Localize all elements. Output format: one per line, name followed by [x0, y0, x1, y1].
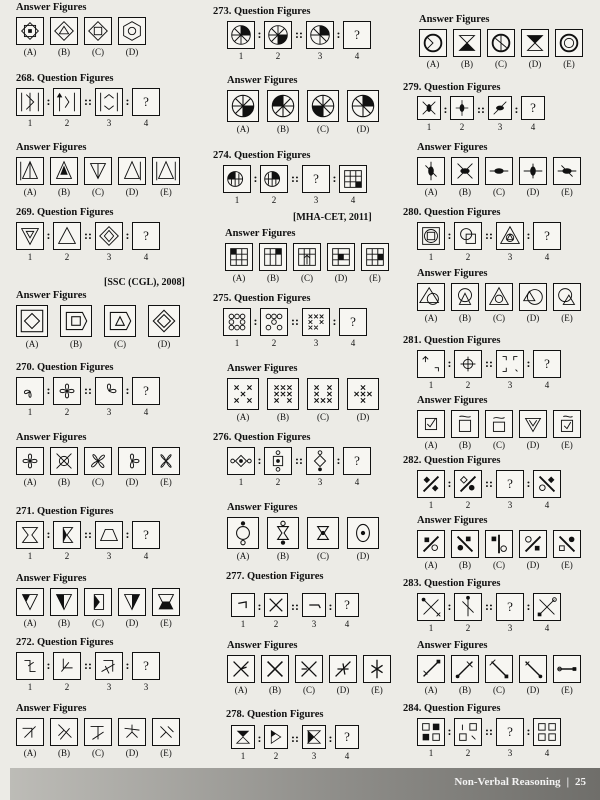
- answer-figure-b[interactable]: [267, 90, 299, 122]
- answer-figure-c[interactable]: [293, 243, 321, 271]
- question-figure: [16, 652, 44, 680]
- question-number: 281.: [403, 335, 422, 346]
- question-figure: [450, 96, 474, 120]
- answer-figure-b[interactable]: [267, 378, 299, 410]
- question-figure: [227, 447, 255, 475]
- answer-figure-d[interactable]: [327, 243, 355, 271]
- answer-block-270: [16, 432, 172, 487]
- question-figure: [53, 88, 81, 116]
- question-number: 268.: [16, 73, 35, 84]
- answer-figure-d[interactable]: [118, 17, 146, 45]
- answer-block-282: [403, 515, 573, 570]
- question-figure: [95, 377, 123, 405]
- answer-block-280: [403, 268, 573, 323]
- question-number: 269.: [16, 207, 35, 218]
- question-figure-unknown: ?: [132, 377, 160, 405]
- question-figure: [454, 350, 482, 378]
- answer-block-268: [16, 142, 172, 197]
- question-figure: [95, 521, 123, 549]
- question-number: 283.: [403, 578, 422, 589]
- answer-row: (A) (B) (C) (D) (E): [16, 588, 186, 616]
- footer-title: Non-Verbal Reasoning: [454, 776, 561, 788]
- question-figures-row: 1 : 2 :: ? 3 : 4: [223, 165, 367, 193]
- question-number: 282.: [403, 455, 422, 466]
- question-figure: [417, 470, 445, 498]
- question-figure: [302, 308, 330, 336]
- answer-heading: Answer Figures: [16, 2, 87, 13]
- question-figures-row: 1 : 2 :: 3 : ? 4: [231, 725, 359, 751]
- answer-figure-d[interactable]: [118, 588, 146, 616]
- answer-figure-a[interactable]: [227, 90, 259, 122]
- answer-figure-d[interactable]: [118, 447, 146, 475]
- answer-heading: Answer Figures: [227, 363, 298, 374]
- answer-figure-c[interactable]: [485, 655, 513, 683]
- answer-figure-c[interactable]: [307, 378, 339, 410]
- answer-row: (A) (B) (C) (D): [227, 378, 385, 410]
- answer-heading: Answer Figures: [16, 703, 87, 714]
- question-283: 283. Question Figures 1 : 2 :: ? 3 : 4: [403, 578, 501, 589]
- question-figure: [16, 222, 44, 250]
- question-271: 271. Question Figures 1 : 2 :: 3 : ? 4: [16, 506, 114, 517]
- question-figure: [533, 593, 561, 621]
- question-figure: [339, 165, 367, 193]
- question-figure: [95, 88, 123, 116]
- answer-figure-b[interactable]: [60, 305, 92, 337]
- question-figure-unknown: ?: [132, 88, 160, 116]
- question-figure-unknown: ?: [302, 165, 330, 193]
- question-figure: [306, 447, 334, 475]
- answer-heading: Answer Figures: [225, 228, 296, 239]
- question-figure: [53, 377, 81, 405]
- answer-figure-a[interactable]: [417, 157, 445, 185]
- question-figure: [16, 521, 44, 549]
- answer-figure-b[interactable]: [451, 410, 479, 438]
- question-269: 269. Question Figures 1 : 2 :: 3 : ? 4 [SSC (CGL), 2008]: [16, 207, 185, 288]
- question-figures-row: 1 : 2 :: 3 : ? 4: [417, 222, 561, 250]
- question-figure: [417, 350, 445, 378]
- answer-figure-a[interactable]: [16, 305, 48, 337]
- answer-block-283: [403, 640, 573, 695]
- answer-figure-a[interactable]: [419, 29, 447, 57]
- question-figure-unknown: ?: [533, 350, 561, 378]
- question-figure: [454, 470, 482, 498]
- answer-row: (A) (B) (C) (D): [227, 90, 385, 122]
- question-figure: [302, 593, 326, 617]
- answer-block-281: [403, 395, 573, 450]
- answer-figure-c[interactable]: [485, 410, 513, 438]
- question-figure-unknown: ?: [496, 593, 524, 621]
- question-276: 276. Question Figures 1 : 2 :: 3 : ? 4: [213, 432, 311, 443]
- question-284: 284. Question Figures 1 : 2 :: ? 3 : 4: [403, 703, 501, 714]
- answer-figure-a[interactable]: [417, 530, 445, 558]
- question-figure: [227, 21, 255, 49]
- answer-row: (A) (B) (C) (D) (E): [227, 655, 397, 683]
- question-figure-unknown: ?: [132, 222, 160, 250]
- answer-figure-a[interactable]: [225, 243, 253, 271]
- answer-figure-a[interactable]: [16, 588, 44, 616]
- question-figures-row: 1 : 2 :: 3 : ? 4: [16, 377, 160, 405]
- answer-block-276: [213, 502, 370, 561]
- answer-heading: Answer Figures: [16, 290, 87, 301]
- answer-figure-b[interactable]: [50, 588, 78, 616]
- answer-figure-c[interactable]: [485, 157, 513, 185]
- answer-figure-a[interactable]: [16, 17, 44, 45]
- answer-figure-b[interactable]: [50, 447, 78, 475]
- question-number: 277.: [226, 571, 245, 582]
- answer-row: (A) (B) (C) (D): [227, 517, 385, 549]
- answer-figure-b[interactable]: [451, 530, 479, 558]
- question-figure-unknown: ?: [343, 21, 371, 49]
- answer-block-273: [213, 75, 370, 134]
- answer-figure-b[interactable]: [451, 655, 479, 683]
- answer-block-278: [403, 14, 575, 69]
- answer-figure-e[interactable]: [553, 655, 581, 683]
- answer-figure-b[interactable]: [259, 243, 287, 271]
- question-figure: [306, 21, 334, 49]
- answer-row: (A) (B) (C) (D) (E): [16, 157, 186, 185]
- question-figures-row: 1 : 2 :: 3 : ? 4: [417, 350, 561, 378]
- question-272: 272. Question Figures 1 : 2 :: 3 : ? 3: [16, 637, 114, 648]
- answer-row: (A) (B) (C) (D) (E): [417, 655, 587, 683]
- question-number: 276.: [213, 432, 232, 443]
- answer-figure-d[interactable]: [148, 305, 180, 337]
- question-figure-unknown: ?: [335, 593, 359, 617]
- answer-block-274: [213, 228, 381, 283]
- question-number: 279.: [403, 82, 422, 93]
- answer-figure-a[interactable]: [16, 157, 44, 185]
- answer-row: (A) (B) (C) (D) (E): [417, 157, 587, 185]
- question-number: 270.: [16, 362, 35, 373]
- source-citation: [SSC (CGL), 2008]: [104, 277, 185, 288]
- answer-block-275: [213, 363, 370, 422]
- question-figure-unknown: ?: [521, 96, 545, 120]
- question-figure: [417, 96, 441, 120]
- answer-heading: Answer Figures: [16, 142, 87, 153]
- question-figures-row: 1 : 2 :: 3 : ? 4: [227, 21, 371, 49]
- question-figure: [260, 165, 288, 193]
- question-figures-row: 1 : 2 :: 3 : ? 3: [16, 652, 160, 680]
- answer-figure-e[interactable]: [152, 588, 180, 616]
- question-figure: [454, 593, 482, 621]
- answer-row: (A) (B) (C) (D): [16, 17, 152, 45]
- answer-row: (A) (B) (C) (D) (E): [417, 283, 587, 311]
- answer-figure-a[interactable]: [227, 655, 255, 683]
- question-figures-row: 1 : 2 :: ? 3 : 4: [417, 718, 561, 746]
- answer-heading: Answer Figures: [16, 432, 87, 443]
- answer-figure-a[interactable]: [227, 517, 259, 549]
- answer-figure-d[interactable]: [118, 157, 146, 185]
- question-number: 278.: [226, 709, 245, 720]
- answer-figure-e[interactable]: [152, 447, 180, 475]
- answer-figure-e[interactable]: [553, 157, 581, 185]
- question-figure: [260, 308, 288, 336]
- question-number: 272.: [16, 637, 35, 648]
- answer-figure-b[interactable]: [50, 157, 78, 185]
- question-figure-unknown: ?: [343, 447, 371, 475]
- question-figure-unknown: ?: [335, 725, 359, 749]
- answer-heading: Answer Figures: [16, 573, 87, 584]
- question-figure: [264, 447, 292, 475]
- answer-figure-b[interactable]: [451, 283, 479, 311]
- question-figures-row: 1 : 2 :: 3 : ? 4: [16, 521, 160, 549]
- question-figure: [417, 222, 445, 250]
- answer-figure-c[interactable]: [485, 530, 513, 558]
- question-figure-unknown: ?: [339, 308, 367, 336]
- question-number: 280.: [403, 207, 422, 218]
- question-number: 275.: [213, 293, 232, 304]
- answer-figure-d[interactable]: [329, 655, 357, 683]
- answer-heading: Answer Figures: [417, 395, 488, 406]
- question-282: 282. Question Figures 1 : 2 :: ? 3 : 4: [403, 455, 501, 466]
- answer-figure-d[interactable]: [118, 718, 146, 746]
- answer-block-277: [213, 640, 383, 695]
- answer-block-272: [16, 703, 172, 758]
- answer-row: (A) (B) (C) (D) (E): [419, 29, 589, 57]
- question-number: 284.: [403, 703, 422, 714]
- answer-figure-a[interactable]: [16, 718, 44, 746]
- question-figures-row: 1 : 2 :: 3 : ? 4: [231, 593, 359, 619]
- answer-figure-a[interactable]: [417, 410, 445, 438]
- question-figure: [454, 718, 482, 746]
- question-figure: [16, 88, 44, 116]
- answer-figure-b[interactable]: [451, 157, 479, 185]
- question-figure: [53, 521, 81, 549]
- question-number: 274.: [213, 150, 232, 161]
- answer-figure-b[interactable]: [453, 29, 481, 57]
- answer-figure-b[interactable]: [261, 655, 289, 683]
- answer-heading: Answer Figures: [417, 640, 488, 651]
- question-figure-unknown: ?: [533, 222, 561, 250]
- answer-heading: Answer Figures: [417, 142, 488, 153]
- answer-figure-e[interactable]: [363, 655, 391, 683]
- answer-figure-a[interactable]: [417, 655, 445, 683]
- question-figures-row: 1 : 2 :: ? 3 : 4: [417, 593, 561, 621]
- answer-figure-c[interactable]: [84, 17, 112, 45]
- answer-figure-d[interactable]: [347, 378, 379, 410]
- answer-figure-d[interactable]: [519, 283, 547, 311]
- question-figure: [496, 222, 524, 250]
- answer-figure-c[interactable]: [307, 90, 339, 122]
- question-figures-row: 1 : 2 :: 3 : ? 4: [223, 308, 367, 336]
- page-footer: Non-Verbal Reasoning | 25: [10, 768, 600, 800]
- answer-row: (A) (B) (C) (D): [16, 305, 186, 337]
- question-figure-unknown: ?: [496, 718, 524, 746]
- answer-figure-e[interactable]: [152, 157, 180, 185]
- question-figure: [223, 308, 251, 336]
- answer-figure-e[interactable]: [555, 29, 583, 57]
- page-number: 25: [575, 776, 586, 788]
- answer-figure-b[interactable]: [50, 17, 78, 45]
- question-figure: [231, 725, 255, 749]
- answer-row: (A) (B) (C) (D) (E): [16, 447, 186, 475]
- answer-figure-c[interactable]: [485, 283, 513, 311]
- question-280: 280. Question Figures 1 : 2 :: 3 : ? 4: [403, 207, 501, 218]
- question-figure: [417, 718, 445, 746]
- answer-figure-c[interactable]: [104, 305, 136, 337]
- question-figure: [302, 725, 326, 749]
- answer-figure-b[interactable]: [267, 517, 299, 549]
- question-281: 281. Question Figures 1 : 2 :: 3 : ? 4: [403, 335, 501, 346]
- question-figures-row: 1 : 2 :: 3 : ? 4: [16, 88, 160, 116]
- question-figure: [16, 377, 44, 405]
- answer-row: (A) (B) (C) (D) (E): [417, 410, 587, 438]
- question-figures-row: 1 : 2 :: ? 3 : 4: [417, 470, 561, 498]
- question-277: 277. Question Figures 1 : 2 :: 3 : ? 4: [213, 571, 324, 582]
- question-figure: [53, 222, 81, 250]
- answer-heading: Answer Figures: [417, 268, 488, 279]
- answer-row: (A) (B) (C) (D) (E): [225, 243, 395, 271]
- answer-row: (A) (B) (C) (D) (E): [417, 530, 587, 558]
- question-figure: [264, 725, 288, 749]
- question-figures-row: 1 : 2 :: 3 : ? 4: [16, 222, 160, 250]
- answer-figure-c[interactable]: [307, 517, 339, 549]
- question-figure: [223, 165, 251, 193]
- question-279: 279. Question Figures 1 : 2 :: 3 : ? 4: [403, 82, 501, 93]
- answer-figure-d[interactable]: [519, 157, 547, 185]
- answer-figure-c[interactable]: [84, 588, 112, 616]
- answer-heading: Answer Figures: [417, 515, 488, 526]
- answer-figure-c[interactable]: [84, 157, 112, 185]
- answer-figure-d[interactable]: [347, 90, 379, 122]
- answer-figure-a[interactable]: [16, 447, 44, 475]
- answer-figure-d[interactable]: [521, 29, 549, 57]
- question-figure: [53, 652, 81, 680]
- answer-block-267: [16, 2, 139, 57]
- answer-block-271: [16, 573, 172, 628]
- question-figure: [488, 96, 512, 120]
- question-270: 270. Question Figures 1 : 2 :: 3 : ? 4: [16, 362, 114, 373]
- question-figure: [533, 718, 561, 746]
- question-figures-row: 1 : 2 :: 3 : ? 4: [417, 96, 545, 122]
- answer-figure-e[interactable]: [152, 718, 180, 746]
- answer-row: (A) (B) (C) (D) (E): [16, 718, 186, 746]
- question-figure: [264, 21, 292, 49]
- answer-heading: Answer Figures: [227, 502, 298, 513]
- question-figure: [231, 593, 255, 617]
- question-274: 274. Question Figures 1 : 2 :: ? 3 : 4 [MHA-CET, 2011]: [213, 150, 372, 223]
- answer-figure-d[interactable]: [347, 517, 379, 549]
- question-273: 273. Question Figures 1 : 2 :: 3 : ? 4: [213, 6, 311, 17]
- answer-figure-a[interactable]: [417, 283, 445, 311]
- answer-block-269: [16, 290, 171, 349]
- answer-figure-e[interactable]: [553, 410, 581, 438]
- answer-figure-e[interactable]: [553, 530, 581, 558]
- question-number: 271.: [16, 506, 35, 517]
- question-268: 268. Question Figures 1 : 2 :: 3 : ? 4: [16, 73, 114, 84]
- answer-heading: Answer Figures: [227, 75, 298, 86]
- answer-figure-c[interactable]: [295, 655, 323, 683]
- question-figure: [95, 652, 123, 680]
- answer-figure-e[interactable]: [361, 243, 389, 271]
- source-citation: [MHA-CET, 2011]: [293, 212, 372, 223]
- answer-figure-d[interactable]: [519, 655, 547, 683]
- question-figure: [95, 222, 123, 250]
- answer-heading: Answer Figures: [419, 14, 490, 25]
- answer-figure-c[interactable]: [487, 29, 515, 57]
- question-figure: [533, 470, 561, 498]
- question-278: 278. Question Figures 1 : 2 :: 3 : ? 4: [213, 709, 324, 720]
- question-275: 275. Question Figures 1 : 2 :: 3 : ? 4: [213, 293, 311, 304]
- question-figure: [454, 222, 482, 250]
- question-number: 273.: [213, 6, 232, 17]
- question-figure: [264, 593, 288, 617]
- question-figures-row: 1 : 2 :: 3 : ? 4: [227, 447, 371, 475]
- answer-figure-d[interactable]: [519, 410, 547, 438]
- question-figure: [417, 593, 445, 621]
- question-figure-unknown: ?: [132, 521, 160, 549]
- answer-figure-c[interactable]: [84, 447, 112, 475]
- answer-figure-e[interactable]: [553, 283, 581, 311]
- answer-heading: Answer Figures: [227, 640, 298, 651]
- question-figure: [496, 350, 524, 378]
- answer-figure-b[interactable]: [50, 718, 78, 746]
- question-figure-unknown: ?: [132, 652, 160, 680]
- answer-figure-d[interactable]: [519, 530, 547, 558]
- answer-figure-c[interactable]: [84, 718, 112, 746]
- answer-figure-a[interactable]: [227, 378, 259, 410]
- question-figure-unknown: ?: [496, 470, 524, 498]
- answer-block-279: [403, 142, 573, 197]
